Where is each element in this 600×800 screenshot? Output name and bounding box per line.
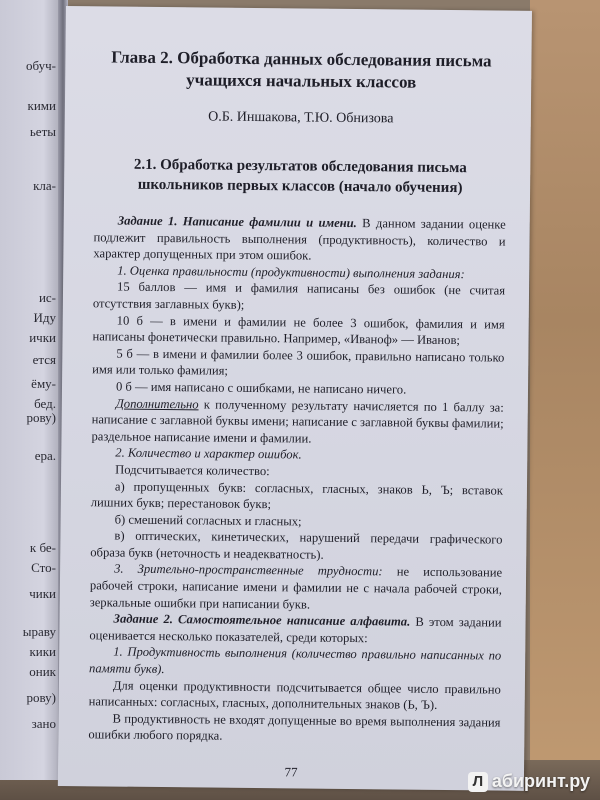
- score-5: 5 б — в имени и фамилии более 3 ошибок, правильно написано только имя или только фамилия;: [92, 346, 505, 379]
- page-content: [88, 46, 507, 747]
- task2-paragraph-2: В продуктивность не входят допущенные во время выполнения задания ошибки любого порядка.: [88, 711, 501, 744]
- score-10: 10 б — в имени и фамилии не более 3 ошибок, фамилия и имя написаны фонетически правильно. Например, «Иваноф» — Иванов;: [92, 313, 505, 348]
- facing-page: [0, 0, 62, 780]
- task1-text: В данном задании оценке подлежит правильность выполнения (продуктивность), количество и характер допущенных при этом ошибок.: [93, 216, 506, 263]
- count-item-a: а) пропущенных букв: согласных, гласных, знаков Ь, Ъ; вставок лишних букв; перестановок букв;: [90, 479, 504, 512]
- count-intro: Подсчитывается количество:: [115, 462, 270, 479]
- item2-heading: 2. Количество и характер ошибок.: [115, 445, 302, 462]
- facing-page-fragment: Иду: [33, 310, 56, 325]
- facing-page-fragment: Сто-: [31, 560, 56, 575]
- page-number: 77: [284, 764, 298, 780]
- watermark-text: абиринт.ру: [491, 771, 590, 791]
- task1-label: Задание 1. Написание фамилии и имени.: [117, 213, 357, 231]
- facing-page-fragment: обуч-: [26, 58, 56, 73]
- facing-page-fragment: оник: [29, 664, 56, 679]
- task2-text: В этом задании оценивается несколько показателей, среди которых:: [89, 614, 502, 646]
- facing-page-fragment: ера.: [34, 448, 56, 463]
- background-table: [530, 0, 600, 800]
- facing-page-fragment: к бе-: [29, 540, 56, 555]
- facing-page-fragment: ички: [29, 330, 56, 345]
- facing-page-fragment: кла-: [33, 178, 56, 193]
- facing-page-fragment: ёму-: [31, 376, 56, 391]
- facing-page-fragment: зано: [31, 716, 56, 731]
- facing-page-fragment: рову): [26, 690, 56, 705]
- task1-paragraph: [93, 212, 505, 266]
- additional-text: к полученному результату начисляется по 1 баллу за: написание с заглавной буквы имени; написание с заглавной буквы фамилии; раздельное написание имени и фамилии.: [91, 396, 504, 446]
- chapter-title: Глава 2. Обработка данных обследования письма учащихся начальных классов: [111, 47, 492, 92]
- facing-page-fragment: кими: [27, 98, 56, 113]
- count-item-b: б) смешений согласных и гласных;: [114, 512, 302, 529]
- book-page: [58, 6, 532, 791]
- task2-paragraph: [89, 611, 501, 649]
- item3-text: не использование рабочей строки, написание имени и фамилии не с начала рабочей строки, зеркальные ошибки при написании букв.: [89, 564, 503, 612]
- item3-heading: 3. Зрительно-пространственные трудности:: [114, 562, 383, 579]
- task2-paragraph-1: Для оценки продуктивности подсчитывается общее число правильно написанных: согласных, гласных, дополнительных знаков (Ь, Ъ).: [88, 678, 501, 713]
- facing-page-fragment: кики: [29, 644, 56, 659]
- watermark: [468, 771, 590, 792]
- task2-label: Задание 2. Самостоятельное написание алфавита.: [113, 611, 411, 629]
- additional-label: Дополнительно: [115, 396, 199, 411]
- count-item-v: в) оптических, кинетических, нарушений передачи графического образа букв (неточность и неадекватность).: [90, 528, 503, 562]
- score-0: 0 б — имя написано с ошибками, не написано ничего.: [115, 379, 407, 397]
- authors: О.Б. Иншакова, Т.Ю. Обнизова: [208, 109, 394, 127]
- section-title: 2.1. Обработка результатов обследования письма школьников первых классов (начало обучения): [133, 156, 467, 197]
- facing-page-fragment: чики: [29, 586, 56, 601]
- facing-page-fragment: рову): [26, 410, 56, 425]
- additional-paragraph: [91, 395, 503, 449]
- item3-paragraph: [90, 561, 502, 615]
- item1-heading: 1. Оценка правильности (продуктивности) выполнения задания:: [117, 263, 465, 281]
- task2-item1: 1. Продуктивность выполнения (количество правильно написанных по памяти букв).: [88, 644, 502, 677]
- facing-page-fragment: ис-: [38, 290, 56, 305]
- facing-page-fragment: бед.: [34, 396, 56, 411]
- facing-page-fragment: ыраву: [22, 624, 56, 639]
- facing-page-fragment: ьеты: [29, 124, 56, 139]
- facing-page-fragment: ется: [32, 352, 56, 367]
- labirint-logo-icon: Л: [468, 772, 488, 792]
- score-15: 15 баллов — имя и фамилия написаны без ошибок (не считая отсутствия заглавных букв);: [92, 279, 506, 312]
